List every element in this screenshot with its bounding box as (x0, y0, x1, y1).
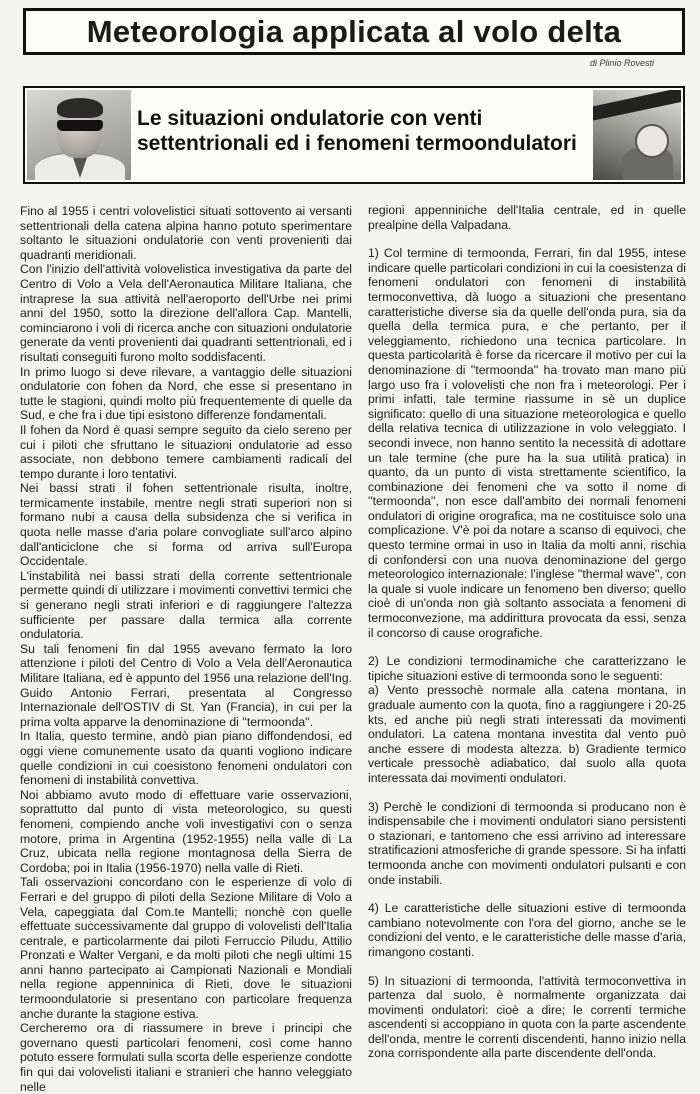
paragraph-point-3: 3) Perchè le condizioni di termoonda si producano non è indispensabile che i movimenti ondulatori siano persistenti o stazionari, e tantomeno che essi arrivino ad interessare stratificazioni atmosferiche di grande spessore. Si ha infatti termoonda anche con movimenti ondulatori pulsanti e con onde instabili. (368, 799, 686, 887)
right-column (368, 203, 686, 1061)
paragraph: Cercheremo ora di riassumere in breve i principi che governano questi particolari fenomeni, così come hanno potuto essere formulati sulla scorta delle esperienze condotte fin qui dai volovelisti italiani e stranieri che hanno veleggiato nelle (20, 1021, 352, 1094)
paragraph: Fino al 1955 i centri volovelistici situati sottovento ai versanti settentrionali della catena alpina hanno potuto sperimentare soltanto le situazioni ondulatorie con venti provenienti dai quadranti meridionali. (20, 204, 352, 262)
paragraph: Nei bassi strati il fohen settentrionale risulta, inoltre, termicamente instabile, mentre negli strati superiori non si formano nubi a causa della subsidenza che si verifica in quota nelle masse d'aria polare convogliate sull'arco alpino dall'anticiclone che si forma od arriva sull'Europa Occidentale. (20, 481, 352, 569)
paragraph-point-1: 1) Col termine di termoonda, Ferrari, fin dal 1955, intese indicare quelle particolari condizioni in cui la coesistenza di fenomeni ondulatori con fenomeni di instabilità termoconvettiva, dà luogo a situazioni che presentano caratteristiche diverse sia da quelle dell'onda pura, sia da quella della termica pura, e che pertanto, per il veleggiamento, richiedono una tecnica particolare. In questa particolarità è forse da ricercare il motivo per cui la denominazione di ''termoonda'' ha trovato man mano più largo uso fra i volovelisti che non fra i meteorologi. Per i primi infatti, tale termine riassume in sè un duplice significato: quello di una situazione meteorologica e quello della relativa tecnica di utilizzazione in volo veleggiato. I secondi invece, non hanno sentito la necessità di adottare un tale termine (che pure ha la sua utilità pratica) in quanto, da un punto di vista strettamente scientifico, la combinazione dei fenomeni che va sotto il nome di ''termoonda'', non esce dall'ambito dei normali fenomeni ondulatori di origine orografica, ma ne costituisce solo una complicazione. V'è poi da notare a scanso di equivoci, che questo termine ormai in uso in Italia da molti anni, rischia di confondersi con una nuova denominazione del gergo meteorologico internazionale: l'inglese ''thermal wave'', con la quale si vuole indicare un fenomeno ben diverso; quello cioè di un'onda non già soltanto associata a fenomeni di termoconvezione, ma addirittura provocata da essi, senza il concorso di cause orografiche. (368, 246, 686, 640)
paragraph: In Italia, questo termine, andò pian piano diffondendosi, ed oggi viene comunemente usato da quanti vogliono indicare quelle condizioni in cui coesistono fenomeni ondulatori con fenomeni di instabilità convettiva. (20, 729, 352, 788)
page-title: Meteorologia applicata al volo delta (86, 13, 622, 49)
paragraph: L'instabilità nei bassi strati della corrente settentrionale permette quindi di utilizzare i movimenti convettivi termici che si generano negli strati inferiori e di raggiungere l'altezza sufficiente per passare dalla termica alla corrente ondulatoria. (20, 568, 352, 642)
left-column (20, 204, 352, 1094)
paragraph: Tali osservazioni concordano con le esperienze di volo di Ferrari e del gruppo di piloti della Sezione Militare di Volo a Vela, capeggiata dal Com.te Mantelli; nonchè con quelle effettuate successivamente dal gruppo di volovelisti dell'Italia centrale, e particolarmente dai piloti Ferruccio Piludu, Attilio Pronzati e Walter Vergani, e da molti piloti che negli ultimi 15 anni hanno partecipato ai Campionati Nazionali e Mondiali nella regione appenninica di Rieti, dove le situazioni termoondulatorie si presentano con particolare frequenza anche durante la stagione estiva. (20, 875, 352, 1021)
paragraph: Su tali fenomeni fin dal 1955 avevano fermato la loro attenzione i piloti del Centro di Volo a Vela dell'Aeronautica Militare Italiana, ed è appunto del 1956 una relazione dell'Ing. Guido Antonio Ferrari, presentata al Congresso Internazionale dell'OSTIV di St. Yan (Francia), in cui per la prima volta apparve la denominazione di ''termoonda''. (20, 641, 352, 729)
author-portrait-icon (27, 90, 131, 180)
masthead (23, 8, 685, 55)
paragraph: Noi abbiamo avuto modo di effettuare varie osservazioni, soprattutto dal punto di vista meteorologico, su questi fenomeni, compiendo anche voli investigativi con o senza motore, prima in Argentina (1952-1955) nella valle di La Cruz, ubicata nella regione montagnosa della Sierra de Cordoba; poi in Italia (1956-1970) nella valle di Rieti. (20, 787, 352, 875)
glider-pilot-photo-icon (593, 90, 681, 180)
byline: di Plinio Rovesti (589, 58, 654, 68)
paragraph-point-4: 4) Le caratteristiche delle situazioni estive di termoonda cambiano notevolmente con l'ora del giorno, anche se le condizioni del vento, e le caratteristiche delle masse d'aria, rimangono costanti. (368, 901, 686, 959)
paragraph: In primo luogo si deve rilevare, a vantaggio delle situazioni ondulatorie con fohen da Nord, che esse si presentano in tutte le stagioni, quindi molto più frequentemente di quelle da Sud, e che fra i due tipi esistono differenze fondamentali. (20, 364, 352, 423)
article-header-box (23, 86, 685, 184)
paragraph: Con l'inizio dell'attività volovelistica investigativa da parte del Centro di Volo a Vela dell'Aeronautica Militare Italiana, che intraprese la sua attività nell'aeroporto dell'Urbe nei primi anni del 1950, sotto la direzione dell'allora Cap. Mantelli, cominciarono i voli di ricerca anche con situazioni ondulatorie generate da venti provenienti dai quadranti settentrionali, ed i risultati conseguiti furono molto soddisfacenti. (20, 262, 352, 364)
paragraph-point-5: 5) In situazioni di termoonda, l'attività termoconvettiva in partenza dal suolo, è normalmente organizzata dai movimenti ondulatori: cioè a dire; le correnti termiche ascendenti si accoppiano in quota con la parte ascendente dell'onda, mentre le correnti discendenti, hanno inizio nella zona corrispondente alla parte discendente dell'onda. (368, 973, 686, 1061)
paragraph-point-2: 2) Le condizioni termodinamiche che caratterizzano le tipiche situazioni estive di termoonda sono le seguenti: a) Vento pressochè normale alla catena montana, in graduale aumento con la quota, fino a raggiungere i 20-25 kts, ed anche più negli strati interessati da movimenti ondulatori. La catena montana investita dal vento può anche essere di modesta altezza. b) Gradiente termico verticale pressochè adiabatico, dal suolo alla quota interessata dai movimenti ondulatori. (368, 654, 686, 785)
paragraph: regioni appenniniche dell'Italia centrale, ed in quelle prealpine della Valpadana. (368, 203, 686, 232)
paragraph: Il fohen da Nord è quasi sempre seguito da cielo sereno per cui i piloti che sfruttano le situazioni ondulatorie ad esso associate, non debbono temere cambiamenti radicali del tempo durante i loro tentativi. (20, 422, 352, 481)
article-title: Le situazioni ondulatorie con venti settentrionali ed i fenomeni termoondulatori (137, 107, 577, 155)
